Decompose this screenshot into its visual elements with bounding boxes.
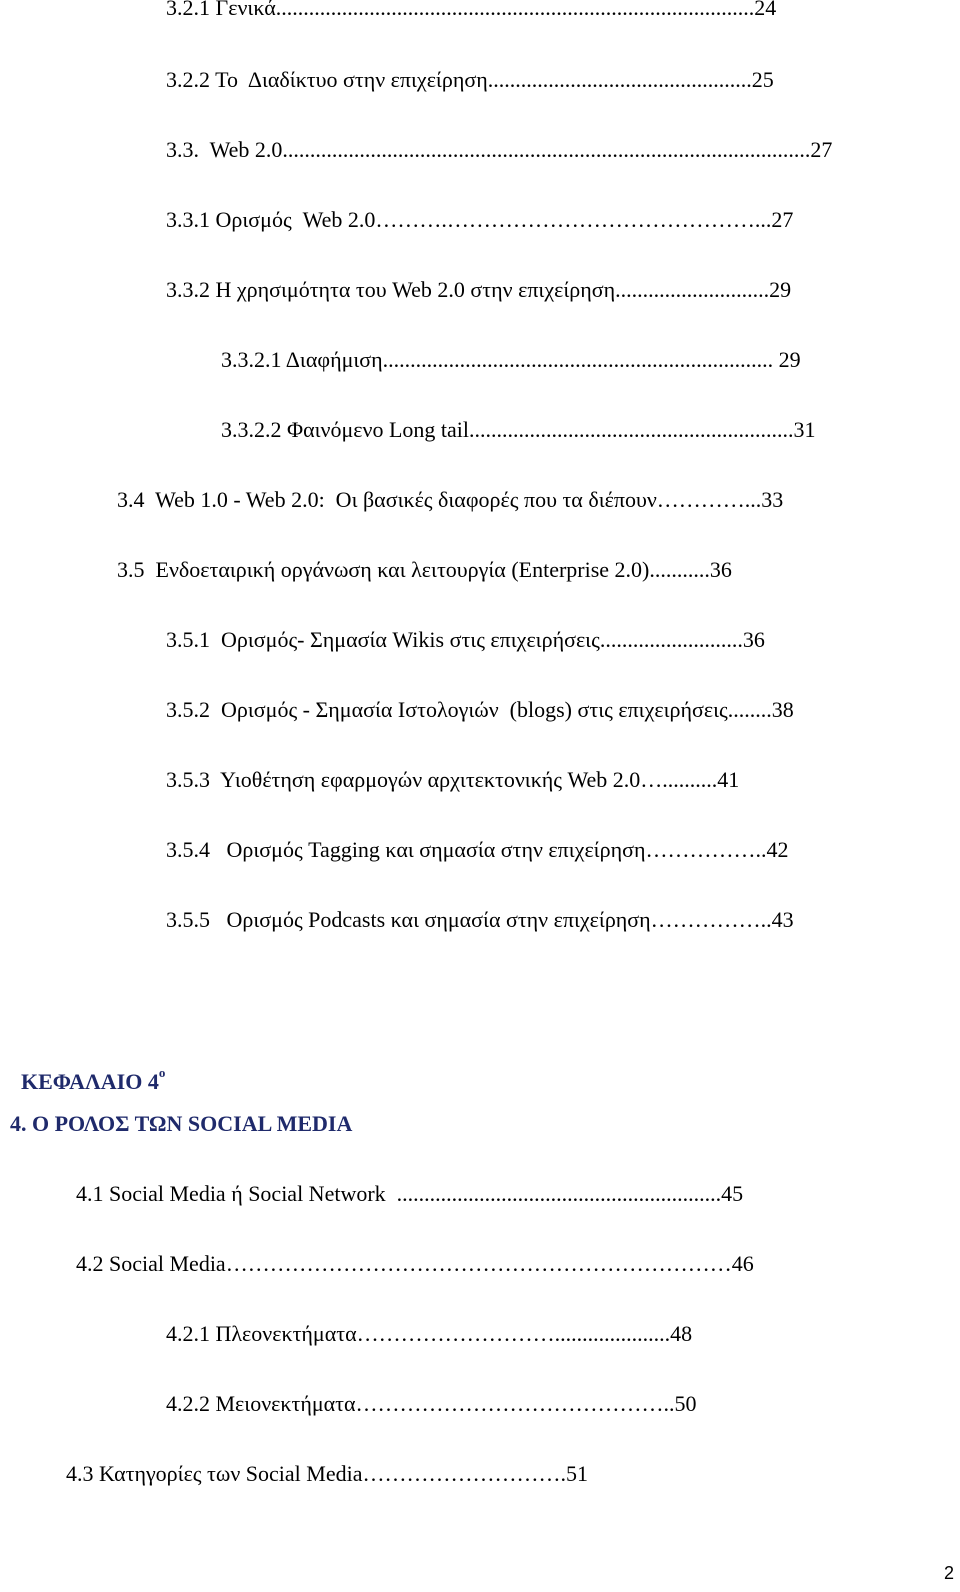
- toc-entry-3-2-1: 3.2.1 Γενικά.......................................................................................24: [166, 0, 777, 20]
- toc-entry-3-5-5: 3.5.5 Ορισμός Podcasts και σημασία στην επιχείρηση……………..43: [166, 907, 794, 932]
- toc-entry-4-2-1: 4.2.1 Πλεονεκτήματα……………………….....................48: [166, 1321, 693, 1346]
- toc-entry-4-2-2: 4.2.2 Μειονεκτήματα……………………………………..50: [166, 1391, 697, 1416]
- chapter-heading: [10, 1040, 165, 1096]
- toc-entry-4-2: 4.2 Social Media……………………………………………………………46: [76, 1251, 754, 1276]
- toc-entry-3-5-4: 3.5.4 Ορισμός Tagging και σημασία στην επιχείρηση……………..42: [166, 837, 789, 862]
- chapter-label: ΚΕΦΑΛΑΙΟ 4: [21, 1069, 159, 1094]
- toc-entry-3-5: 3.5 Ενδοεταιρική οργάνωση και λειτουργία (Enterprise 2.0)...........36: [117, 557, 732, 582]
- toc-entry-3-5-3: 3.5.3 Υιοθέτηση εφαρμογών αρχιτεκτονικής Web 2.0…..........41: [166, 767, 740, 792]
- toc-entry-3-3-2: 3.3.2 Η χρησιμότητα του Web 2.0 στην επιχείρηση............................29: [166, 277, 792, 302]
- toc-entry-3-3: 3.3. Web 2.0................................................................................................27: [166, 137, 833, 162]
- page-number: 2: [943, 1563, 954, 1583]
- toc-entry-3-5-1: 3.5.1 Ορισμός- Σημασία Wikis στις επιχειρήσεις..........................36: [166, 627, 765, 652]
- toc-entry-3-3-1: 3.3.1 Ορισμός Web 2.0……….……………………………………...27: [166, 207, 794, 232]
- chapter-superscript: ο: [158, 1065, 166, 1080]
- toc-entry-3-5-2: 3.5.2 Ορισμός - Σημασία Ιστολογιών (blogs) στις επιχειρήσεις........38: [166, 697, 794, 722]
- toc-entry-4-1: 4.1 Social Media ή Social Network ...........................................................45: [76, 1181, 744, 1206]
- toc-entry-3-2-2: 3.2.2 Το Διαδίκτυο στην επιχείρηση................................................25: [166, 67, 774, 92]
- toc-entry-3-3-2-2: 3.3.2.2 Φαινόμενο Long tail...........................................................31: [221, 417, 816, 442]
- toc-entry-3-4: 3.4 Web 1.0 - Web 2.0: Οι βασικές διαφορές που τα διέπουν…………...33: [117, 487, 784, 512]
- toc-entry-3-3-2-1: 3.3.2.1 Διαφήμιση....................................................................... 29: [221, 347, 801, 372]
- section-title: 4. Ο ΡΟΛΟΣ ΤΩΝ SOCIAL MEDIA: [10, 1111, 353, 1136]
- toc-entry-4-3: 4.3 Κατηγορίες των Social Media……………………….51: [66, 1461, 588, 1486]
